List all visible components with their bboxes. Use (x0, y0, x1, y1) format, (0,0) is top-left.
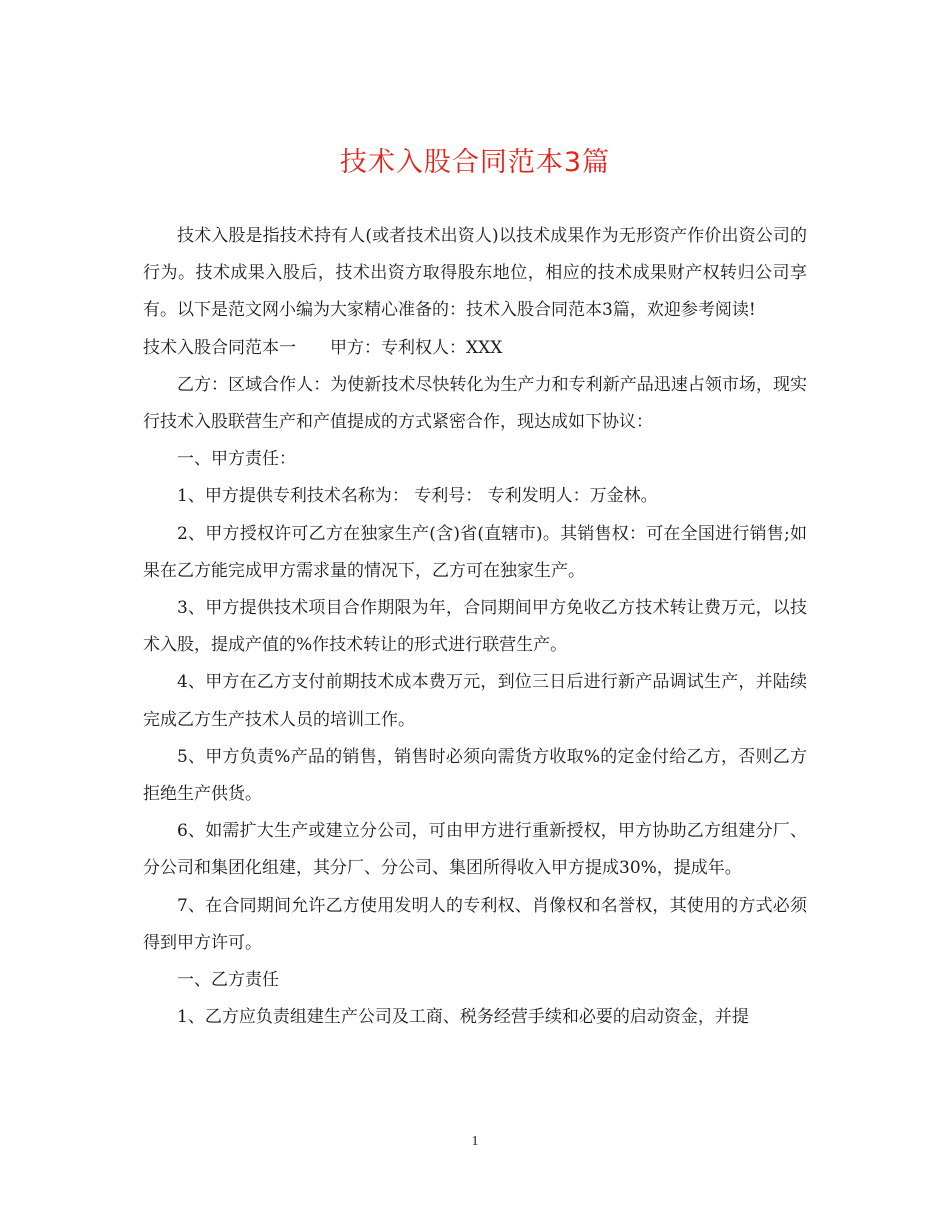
paragraph-clause-6: 6、如需扩大生产或建立分公司，可由甲方进行重新授权，甲方协助乙方组建分厂、分公司和集团化组建，其分厂、分公司、集团所得收入甲方提成30%，提成年。 (143, 821, 807, 879)
paragraph-clause-2: 2、甲方授权许可乙方在独家生产(含)省(直辖市)。其销售权：可在全国进行销售;如果在乙方能完成甲方需求量的情况下，乙方可在独家生产。 (143, 523, 807, 581)
paragraph-contract-heading: 技术入股合同范本一 甲方：专利权人：XXX (143, 337, 503, 358)
section-heading-party-b: 一、乙方责任 (177, 970, 279, 991)
paragraph-clause-3: 3、甲方提供技术项目合作期限为年，合同期间甲方免收乙方技术转让费万元，以技术入股，提成产值的%作技术转让的形式进行联营生产。 (143, 598, 807, 656)
paragraph-intro: 技术入股是指技术持有人(或者技术出资人)以技术成果作为无形资产作价出资公司的行为。技术成果入股后，技术出资方取得股东地位，相应的技术成果财产权转归公司享有。以下是范文网小编为大家精心准备的：技术入股合同范本3篇，欢迎参考阅读! (143, 226, 807, 321)
section-heading-party-a: 一、甲方责任： (177, 449, 296, 470)
page-number: 1 (471, 1134, 479, 1149)
paragraph-clause-7: 7、在合同期间允许乙方使用发明人的专利权、肖像权和名誉权，其使用的方式必须得到甲方许可。 (143, 895, 807, 953)
document-title: 技术入股合同范本3篇 (339, 147, 611, 178)
paragraph-clause-1: 1、甲方提供专利技术名称为： 专利号： 专利发明人：万金林。 (177, 486, 658, 507)
document-body (143, 218, 807, 1036)
paragraph-b-clause-1: 1、乙方应负责组建生产公司及工商、税务经营手续和必要的启动资金，并提 (177, 1007, 749, 1028)
paragraph-clause-4: 4、甲方在乙方支付前期技术成本费万元，到位三日后进行新产品调试生产，并陆续完成乙方生产技术人员的培训工作。 (143, 672, 807, 730)
paragraph-party-b: 乙方：区域合作人：为使新技术尽快转化为生产力和专利新产品迅速占领市场，现实行技术入股联营生产和产值提成的方式紧密合作，现达成如下协议： (143, 374, 807, 433)
paragraph-clause-5: 5、甲方负责%产品的销售，销售时必须向需货方收取%的定金付给乙方，否则乙方拒绝生产供货。 (143, 746, 807, 805)
